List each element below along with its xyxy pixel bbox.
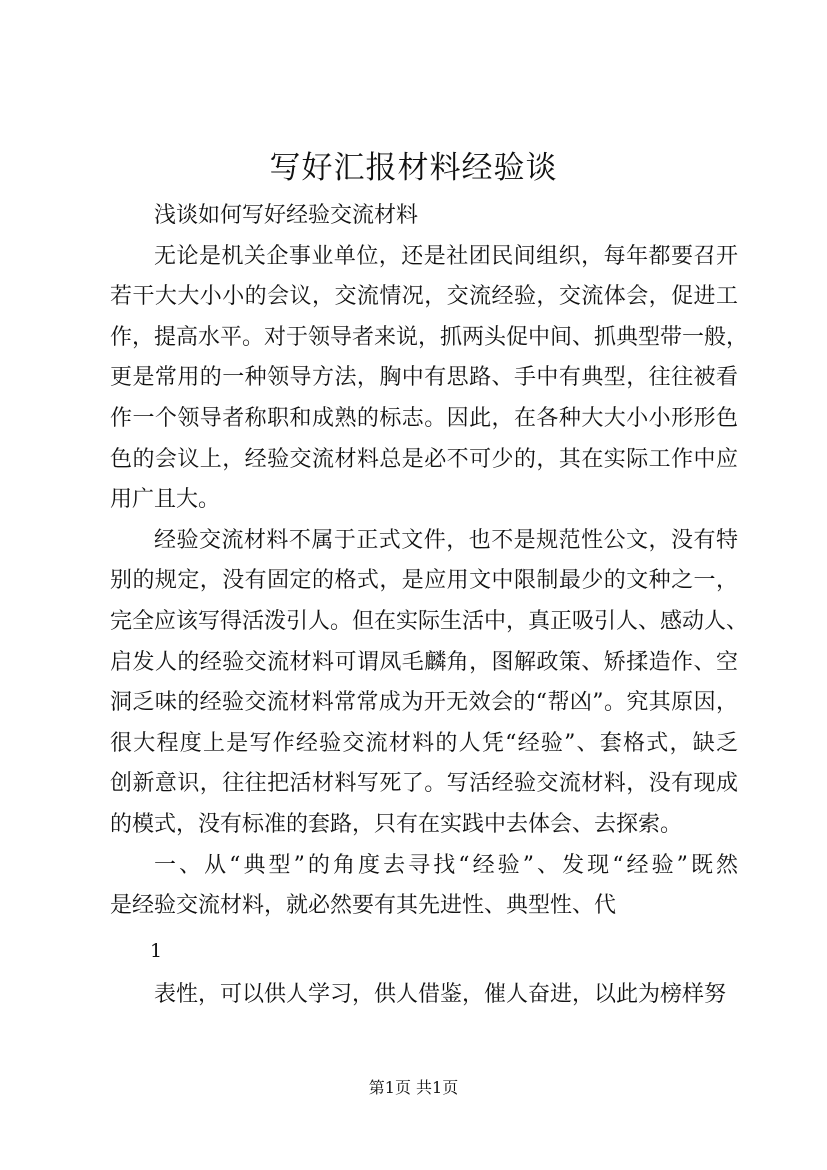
- text-line: 创新意识，往往把活材料写死了。写活经验交流材料，没有现成: [110, 771, 738, 797]
- inline-page-number: 1: [150, 939, 163, 962]
- text-line: 完全应该写得活泼引人。但在实际生活中，真正吸引人、感动人、: [110, 608, 749, 634]
- text-line: 是经验交流材料，就必然要有其先进性、典型性、代: [110, 893, 617, 919]
- text-line: 用广且大。: [110, 487, 221, 513]
- text-line: 表性，可以供人学习，供人借鉴，催人奋进，以此为榜样努: [154, 981, 727, 1007]
- text-line: 别的规定，没有固定的格式，是应用文中限制最少的文种之一，: [110, 568, 738, 594]
- document-body: [110, 196, 749, 1015]
- text-line: 作，提高水平。对于领导者来说，抓两头促中间、抓典型带一般，: [110, 324, 749, 350]
- text-line: 浅谈如何写好经验交流材料: [154, 203, 419, 228]
- document-title: 写好汇报材料经验谈: [269, 150, 558, 186]
- text-line: 洞乏味的经验交流材料常常成为开无效会的“帮凶”。究其原因，: [110, 690, 738, 716]
- text-line: 的模式，没有标准的套路，只有在实践中去体会、去探索。: [110, 811, 683, 837]
- text-line: 更是常用的一种领导方法，胸中有思路、手中有典型，往往被看: [110, 365, 738, 391]
- text-line: 经验交流材料不属于正式文件，也不是规范性公文，没有特: [154, 527, 738, 553]
- page-footer: 第1页 共1页: [368, 1078, 459, 1097]
- text-line: 启发人的经验交流材料可谓凤毛麟角，图解政策、矫揉造作、空: [110, 649, 738, 675]
- text-line: 一、从“典型”的角度去寻找“经验”、发现“经验”既然: [154, 852, 738, 878]
- text-line: 若干大大小小的会议，交流情况，交流经验，交流体会，促进工: [110, 284, 738, 310]
- text-line: 很大程度上是写作经验交流材料的人凭“经验”、套格式，缺乏: [110, 730, 738, 756]
- text-line: 无论是机关企事业单位，还是社团民间组织，每年都要召开: [154, 243, 738, 269]
- text-line: 作一个领导者称职和成熟的标志。因此，在各种大大小小形形色: [110, 405, 738, 431]
- text-line: 色的会议上，经验交流材料总是必不可少的，其在实际工作中应: [110, 446, 738, 472]
